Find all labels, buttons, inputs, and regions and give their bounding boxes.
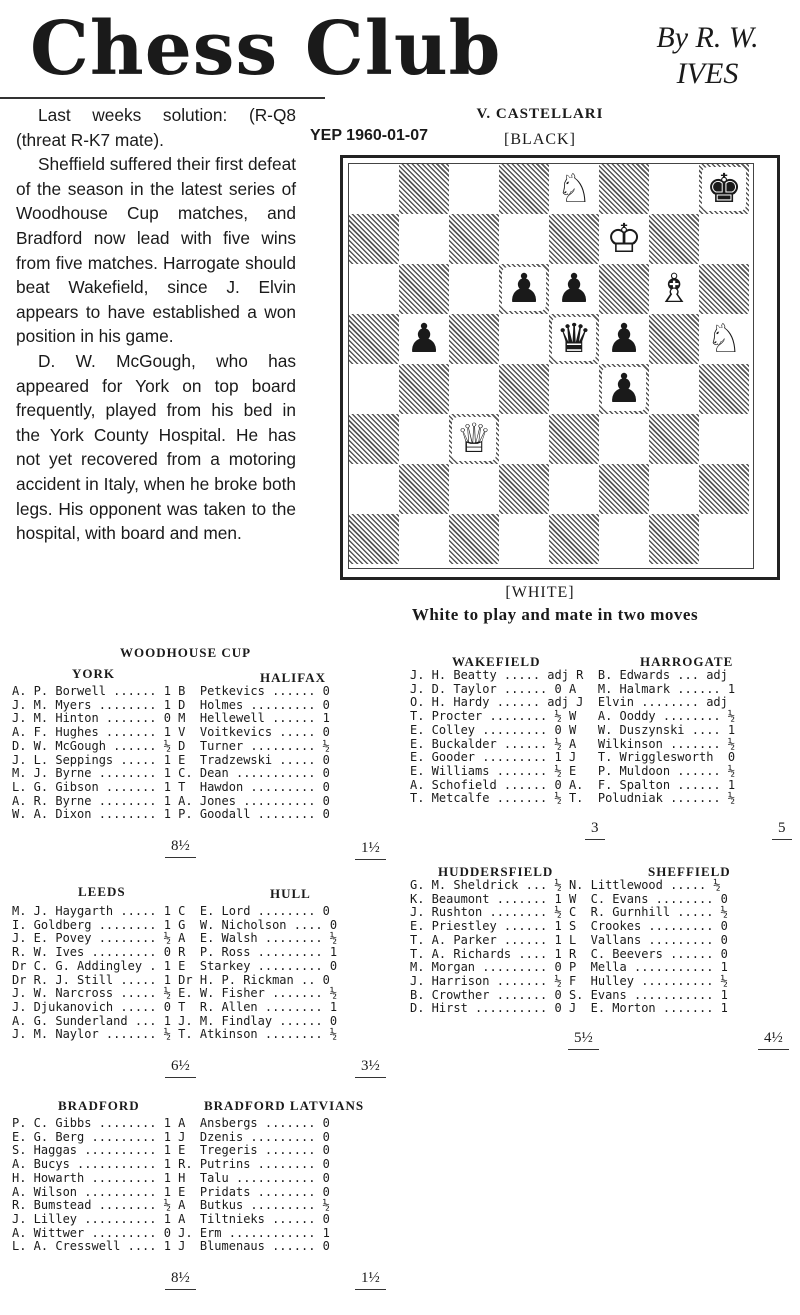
table-row: A. P. Borwell ...... 1 B Petkevics ...... 0 [12,684,330,698]
table-row: J. L. Seppings ..... 1 E Tradzewski ..... 0 [12,752,330,767]
team-away: HULL [270,886,311,901]
board-square [549,414,599,464]
black-king-icon: ♚ [702,167,746,211]
away-total: 1½ [355,840,386,860]
board-square [499,214,549,264]
problem-caption: White to play and mate in two moves [411,605,699,624]
board-square [549,514,599,564]
home-total: 8½ [165,1270,196,1290]
board-square [449,164,499,214]
table-row: E. Williams ....... ½ E P. Muldoon ...... ½ [410,763,736,778]
table-row: A. Bucys ........... 1 R. Putrins ........ 0 [12,1157,330,1172]
white-label: [WHITE] [505,584,575,601]
team-away: HALIFAX [260,670,326,685]
table-row: E. G. Berg ......... 1 J Dzenis ......... 0 [12,1129,330,1144]
table-row: T. A. Parker ...... 1 L Vallans ......... 0 [410,932,728,947]
byline-line-1: By R. W. [656,21,759,54]
team-home: BRADFORD [58,1098,140,1113]
white-knight-icon: ♘ [702,317,746,361]
board-square [599,364,649,414]
table-row: A. F. Hughes ....... 1 V Voitkevics ..... 0 [12,725,330,740]
table-row: M. J. Byrne ........ 1 C. Dean ........... 0 [12,766,330,781]
board-square [349,464,399,514]
composer-name: V. CASTELLARI [476,106,604,122]
table-row: O. H. Hardy ...... adj J Elvin ........ adj [410,695,728,710]
board-square [699,514,749,564]
table-row: A. G. Sunderland ... 1 J. M. Findlay ...... 0 [12,1013,338,1028]
black-label: [BLACK] [504,131,576,148]
table-row: A. R. Byrne ........ 1 A. Jones .......... 0 [12,793,330,808]
board-square [349,414,399,464]
table-row: T. Procter ........ ½ W A. Ooddy ........ ½ [410,709,736,724]
table-row: J. E. Povey ........ ½ A E. Walsh ........ ½ [12,931,338,946]
table-row: L. G. Gibson ....... 1 T Hawdon ......... 0 [12,779,330,794]
board-square [399,464,449,514]
board-square [499,314,549,364]
board-square [449,464,499,514]
board-square [399,164,449,214]
board-square [649,464,699,514]
table-row: J. Lilley .......... 1 A Tiltnieks ...... 0 [12,1211,330,1226]
board-square [649,514,699,564]
board-square [349,164,399,214]
board-square [599,514,649,564]
board-square [549,314,599,364]
board-square [499,264,549,314]
away-total: 3½ [355,1058,386,1078]
board-square [649,214,699,264]
table-row: J. Harrison ....... ½ F Hulley .......... ½ [410,973,728,988]
table-row: E. Gooder ......... 1 J T. Wrigglesworth 0 [410,750,736,765]
byline-line-2: IVES [676,57,739,90]
board-square [699,464,749,514]
white-queen-icon: ♕ [452,417,496,461]
match-huddersfield-sheffield [410,879,798,1016]
table-row: K. Beaumont ....... 1 W C. Evans ........ 0 [410,891,728,906]
table-row: L. A. Cresswell .... 1 J Blumenaus ...... 0 [12,1239,330,1254]
table-row: J. M. Naylor ....... ½ T. Atkinson ........ ½ [12,1027,338,1042]
table-row: D. W. McGough ...... ½ D Turner ......... ½ [12,738,330,753]
table-row: Dr C. G. Addingley . 1 E Starkey ......... 0 [12,958,338,973]
board-square [399,314,449,364]
board-square [699,214,749,264]
board-square [349,514,399,564]
away-total: 4½ [758,1030,789,1050]
board-square [449,364,499,414]
match-leeds-hull [12,905,390,1042]
board-square [399,214,449,264]
intro-text [16,103,296,546]
board-square [699,314,749,364]
white-king-icon: ♔ [602,217,646,261]
board-square [699,264,749,314]
black-pawn-icon: ♟ [502,267,546,311]
cup-title: WOODHOUSE CUP [120,645,252,660]
table-row: J. M. Hinton ....... 0 M Hellewell ...... 1 [12,711,330,726]
board-square [549,214,599,264]
table-row: J. D. Taylor ...... 0 A M. Halmark ...... 1 [410,681,736,696]
black-pawn-icon: ♟ [602,367,646,411]
board-square [449,414,499,464]
board-square [499,364,549,414]
board-square [699,364,749,414]
date-stamp: YEP 1960-01-07 [310,127,429,144]
white-bishop-icon: ♗ [652,267,696,311]
board-square [499,414,549,464]
team-home: LEEDS [78,884,126,899]
table-row: A. Wittwer ......... 0 J. Erm ............ 1 [12,1225,330,1240]
table-row: E. Colley ......... 0 W W. Duszynski .... 1 [410,722,736,737]
board-square [549,464,599,514]
board-square [599,164,649,214]
chess-board [348,163,754,569]
board-square [549,164,599,214]
board-square [449,214,499,264]
match-wakefield-harrogate [410,669,798,806]
white-knight-icon: ♘ [552,167,596,211]
away-total: 5 [772,820,792,840]
table-row: M. Morgan ......... 0 P Mella ........... 1 [410,960,728,975]
team-away: SHEFFIELD [648,864,731,879]
table-row: T. A. Richards .... 1 R C. Beevers ...... 0 [410,946,728,961]
table-row: T. Metcalfe ....... ½ T. Poludniak ....... ½ [410,791,736,806]
table-row: P. C. Gibbs ........ 1 A Ansbergs ....... 0 [12,1116,330,1130]
black-pawn-icon: ♟ [552,267,596,311]
table-row: J. W. Narcross ..... ½ E. W. Fisher ....... ½ [12,986,338,1001]
match-york-halifax [12,685,382,822]
table-row: Dr R. J. Still ..... 1 Dr H. P. Rickman .. 0 [12,972,330,987]
match-bradford-latvians [12,1117,390,1254]
board-square [549,264,599,314]
page-title: Chess Club [30,6,502,92]
board-square [599,264,649,314]
board-square [599,214,649,264]
table-row: A. Wilson .......... 1 E Pridats ........ 0 [12,1184,330,1199]
board-square [699,164,749,214]
board-square [699,414,749,464]
board-square [649,414,699,464]
board-square [649,364,699,414]
team-away: HARROGATE [640,654,734,669]
intro-paragraph: Sheffield suffered their first defeat of the season in the latest series of Woodhouse Cup matches, and Bradford now lead with five wins from five matches. Harrogate should beat Wakefield, since J. Elvin appears to have established a won position in his game. [16,154,296,347]
table-row: J. H. Beatty ..... adj R B. Edwards ... adj [410,668,728,682]
table-row: G. M. Sheldrick ... ½ N. Littlewood ..... ½ [410,878,721,892]
board-square [649,264,699,314]
table-row: J. Djukanovich ..... 0 T R. Allen ........ 1 [12,999,338,1014]
table-row: W. A. Dixon ........ 1 P. Goodall ........ 0 [12,807,330,822]
board-square [349,264,399,314]
board-square [349,314,399,364]
team-home: HUDDERSFIELD [438,864,554,879]
black-pawn-icon: ♟ [402,317,446,361]
board-square [549,364,599,414]
table-row: E. Buckalder ...... ½ A Wilkinson ....... ½ [410,736,736,751]
board-square [649,164,699,214]
table-row: I. Goldberg ........ 1 G W. Nicholson .... 0 [12,917,338,932]
table-row: J. M. Myers ........ 1 D Holmes ......... 0 [12,697,330,712]
board-square [449,514,499,564]
board-square [649,314,699,364]
table-row: R. W. Ives ......... 0 R P. Ross ......... 1 [12,945,338,960]
table-row: A. Schofield ...... 0 A. F. Spalton ...... 1 [410,777,736,792]
board-square [499,514,549,564]
team-home: WAKEFIELD [452,654,541,669]
byline [620,20,795,92]
board-square [499,464,549,514]
away-total: 1½ [355,1270,386,1290]
black-queen-icon: ♛ [552,317,596,361]
board-square [399,414,449,464]
home-total: 6½ [165,1058,196,1078]
table-row: H. Howarth ......... 1 H Talu ........... 0 [12,1170,330,1185]
board-square [449,264,499,314]
home-total: 8½ [165,838,196,858]
board-square [599,314,649,364]
table-row: R. Bumstead ........ ½ A Butkus ......... ½ [12,1198,330,1213]
table-row: D. Hirst .......... 0 J E. Morton ....... 1 [410,1001,728,1016]
board-square [449,314,499,364]
table-row: B. Crowther ....... 0 S. Evans ........... 1 [410,987,728,1002]
board-square [399,264,449,314]
board-square [599,464,649,514]
board-square [349,364,399,414]
table-row: J. Rushton ........ ½ C R. Gurnhill ..... ½ [410,905,728,920]
black-pawn-icon: ♟ [602,317,646,361]
board-square [399,364,449,414]
board-square [599,414,649,464]
intro-paragraph: Last weeks solution: (R-Q8 (threat R-K7 mate). [16,105,296,150]
home-total: 3 [585,820,605,840]
board-square [399,514,449,564]
table-row: M. J. Haygarth ..... 1 C E. Lord ........ 0 [12,904,330,918]
board-square [499,164,549,214]
intro-paragraph: D. W. McGough, who has appeared for York on top board frequently, played from his bed in the York County Hospital. He has not yet recovered from a motoring accident in Italy, when he broke both legs. His opponent was taken to the hospital, with board and men. [16,350,296,544]
title-rule [0,97,325,99]
team-away: BRADFORD LATVIANS [204,1098,365,1113]
table-row: E. Priestley ...... 1 S Crookes ......... 0 [410,919,728,934]
home-total: 5½ [568,1030,599,1050]
board-square [349,214,399,264]
table-row: S. Haggas .......... 1 E Tregeris ....... 0 [12,1143,330,1158]
team-home: YORK [72,666,115,681]
